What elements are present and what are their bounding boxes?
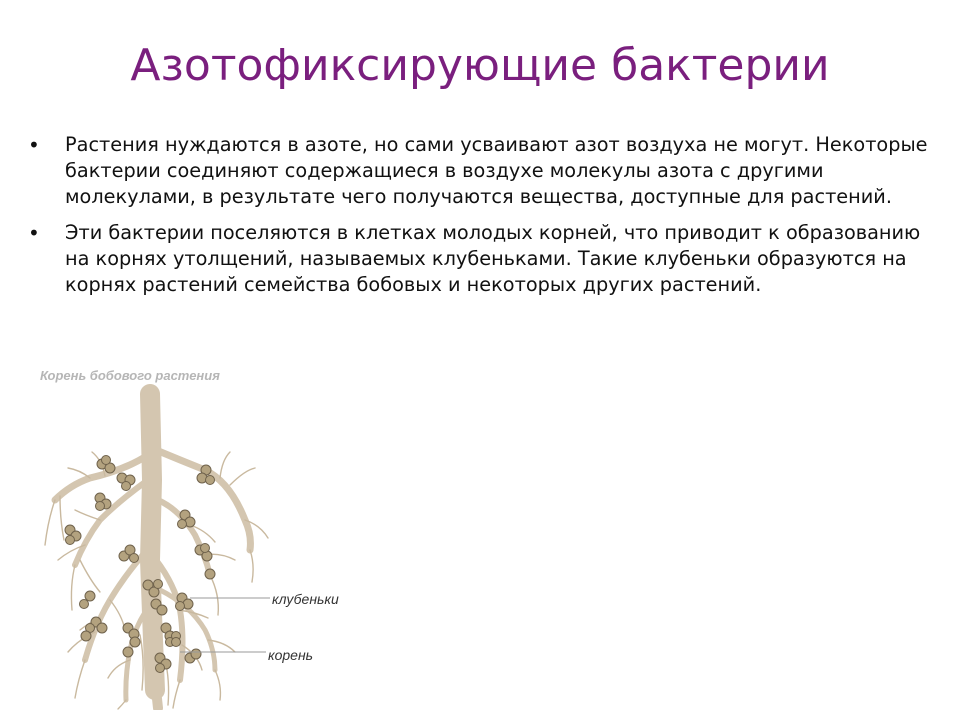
lateral-root bbox=[75, 480, 148, 565]
bullet-item bbox=[28, 132, 928, 210]
bullet-icon: • bbox=[28, 133, 40, 157]
bullet-text: Растения нуждаются в азоте, но сами усваивают азот воздуха не могут. Некоторые бактерии соединяют содержащиеся в воздухе молекулы азота с другими молекулами, в результате чего получаются вещества, доступные для растений. bbox=[65, 133, 928, 208]
leader-lines bbox=[180, 598, 270, 652]
taproot-tip bbox=[155, 680, 158, 708]
label-nodules: клубеньки bbox=[272, 591, 339, 607]
lateral-root bbox=[156, 450, 250, 550]
slide-title: Азотофиксирующие бактерии bbox=[130, 40, 830, 91]
bullet-item bbox=[28, 220, 928, 298]
label-root: корень bbox=[268, 647, 314, 663]
figure-caption: Корень бобового растения bbox=[40, 368, 220, 383]
bullet-icon: • bbox=[28, 221, 40, 245]
taproot bbox=[150, 394, 155, 690]
bullet-text: Эти бактерии поселяются в клетках молодых корней, что приводит к образованию на корнях утолщений, называемых клубеньками. Такие клубеньки образуются на корнях растений семейства бобовых и некоторых других растений. bbox=[65, 221, 921, 296]
bullet-list bbox=[28, 132, 928, 308]
